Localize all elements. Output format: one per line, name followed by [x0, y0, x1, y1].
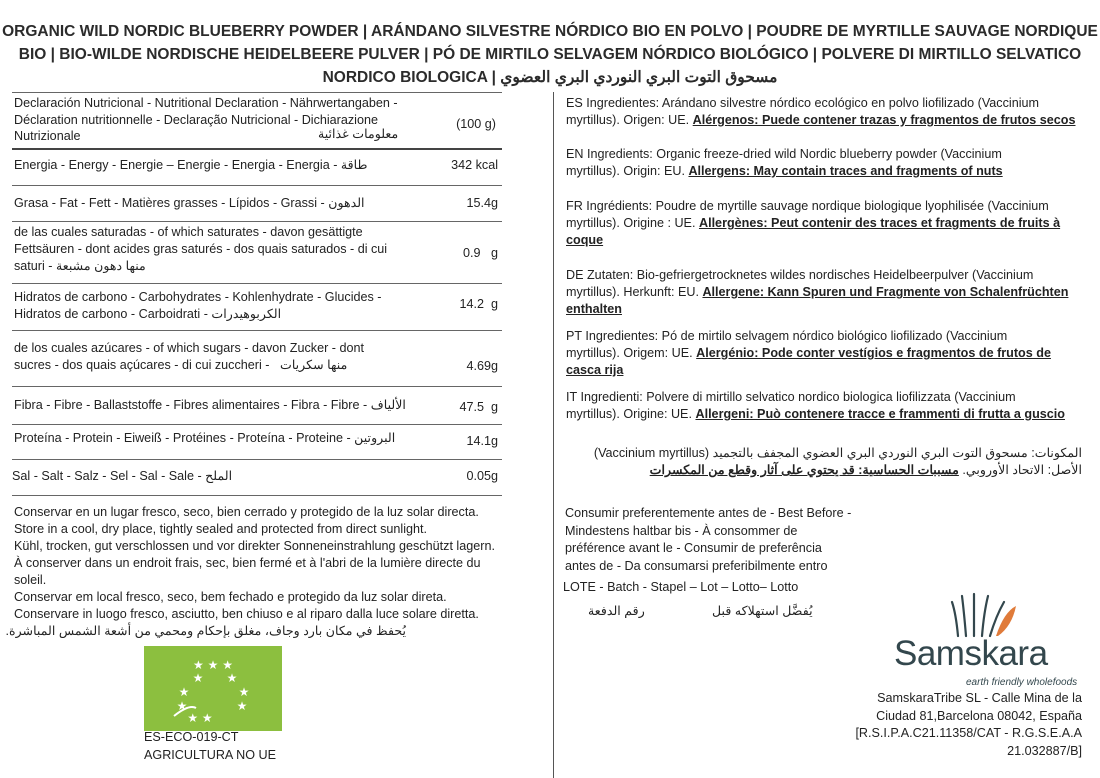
nutrition-per-100g: (100 g) [456, 117, 496, 131]
storage-de: Kühl, trocken, gut verschlossen und vor direkter Sonneneinstrahlung geschützt lagern. [14, 539, 495, 553]
nutrition-row-salt [12, 468, 502, 488]
svg-text:★: ★ [192, 671, 204, 685]
allergen-de: Allergene: Kann Spuren und Fragmente von Schalenfrüchten [702, 285, 1069, 299]
title-line-2: BIO | BIO-WILDE NORDISCHE HEIDELBEERE PULVER | PÓ DE MIRTILO SELVAGEM NÓRDICO BIOLÓGICO | POLVERE DI MIRTILLO SELVATICO [18, 46, 1082, 63]
allergen-es: Alérgenos: Puede contener trazas y fragmentos de frutos secos [692, 113, 1076, 127]
leaf-fan-icon [948, 592, 1020, 638]
saturates-label-1: de las cuales saturadas - of which saturates - davon gesättigte [14, 225, 363, 239]
best-before-line-3: préférence avant le - Consumir de preferência [565, 541, 822, 555]
ingredients-ar-line-2: الأصل: الاتحاد الأوروبي. [958, 463, 1082, 477]
row-rule [12, 424, 502, 425]
table-header-rule [12, 148, 502, 150]
sugars-value: 4.69g [466, 359, 498, 373]
ingredients-de-line-1: DE Zutaten: Bio-gefriergetrocknetes wildes nordisches Heidelbeerpulver (Vaccinium [566, 268, 1034, 282]
allergen-fr-cont: coque [566, 233, 604, 247]
batch-label: LOTE - Batch - Stapel – Lot – Lotto– Lotto [563, 580, 799, 594]
best-before-line-1: Consumir preferentemente antes de - Best Before - [565, 506, 852, 520]
ingredients-en-line-1: EN Ingredients: Organic freeze-dried wild Nordic blueberry powder (Vaccinium [566, 147, 1002, 161]
allergen-ar: مسببات الحساسية: قد يحتوي على آثار وقطع من المكسرات [649, 463, 959, 477]
company-address [840, 690, 1082, 760]
salt-value: 0.05g [466, 469, 498, 483]
eu-organic-logo [144, 646, 282, 731]
carbs-label-2: Hidratos de carbono - Carboidrati - الكربوهيدرات [14, 307, 282, 321]
row-rule [12, 283, 502, 284]
nutrition-row-saturates [12, 224, 502, 280]
nutrition-row-sugars [12, 340, 502, 376]
ingredients-de [566, 267, 1086, 318]
row-rule [12, 386, 502, 387]
row-rule [12, 185, 502, 186]
column-divider [553, 92, 554, 778]
allergen-pt-cont: casca rija [566, 363, 624, 377]
storage-instructions [5, 504, 544, 640]
table-bottom-rule [12, 495, 502, 496]
nutrition-header-line-3: Nutrizionale [14, 129, 81, 143]
sugars-label-1: de los cuales azúcares - of which sugars - davon Zucker - dont [14, 341, 364, 355]
ingredients-es-line-2: myrtillus). Origen: UE. [566, 113, 693, 127]
ingredients-it [566, 389, 1086, 423]
protein-label: Proteína - Protein - Eiweiß - Protéines - Proteína - Proteine - البروتين [14, 431, 396, 445]
saturates-label-3: saturi - منها دهون مشبعة [14, 259, 146, 273]
storage-fr-2: soleil. [14, 573, 47, 587]
eu-leaf-icon [144, 646, 282, 731]
storage-pt: Conservar em local fresco, seco, bem fechado e protegido da luz solar direta. [14, 590, 447, 604]
product-title [0, 20, 1100, 89]
nutrition-row-protein [12, 430, 502, 450]
nutrition-row-carbs [12, 289, 502, 325]
ingredients-fr-line-2: myrtillus). Origine : UE. [566, 216, 699, 230]
saturates-label-2: Fettsäuren - dont acides gras saturés - dos quais saturados - di cui [14, 242, 388, 256]
storage-es: Conservar en un lugar fresco, seco, bien cerrado y protegido de la luz solar directa. [14, 505, 479, 519]
batch-label-ar: رقم الدفعة [588, 604, 645, 618]
energy-value: 342 kcal [451, 158, 498, 172]
title-line-3 [0, 66, 1100, 89]
svg-text:★ ★: ★ ★ [187, 711, 213, 725]
ingredients-ar-line-1: المكونات: مسحوق التوت البري النوردي البري العضوي المجفف بالتجميد (Vaccinium myrtillus) [593, 446, 1082, 460]
ingredients-pt-line-2: myrtillus). Origem: UE. [566, 346, 697, 360]
svg-text:★: ★ [236, 699, 248, 713]
protein-value: 14.1g [466, 434, 498, 448]
ingredients-pt-line-1: PT Ingredientes: Pó de mirtilo selvagem nórdico biológico liofilizado (Vaccinium [566, 329, 1008, 343]
svg-text:★: ★ [226, 671, 238, 685]
address-line-1: SamskaraTribe SL - Calle Mina de la [877, 691, 1082, 705]
address-line-3: [R.S.I.P.A.C21.11358/CAT - R.G.S.E.A.A [855, 726, 1082, 740]
title-line-3-arabic: مسحوق التوت البري النوردي البري العضوي [500, 69, 778, 86]
brand-name: Samskara [894, 634, 1048, 673]
allergen-de-cont: enthalten [566, 302, 622, 316]
carbs-value: 14.2 g [459, 297, 498, 311]
allergen-pt: Alergénio: Pode conter vestígios e fragmentos de frutos de [696, 346, 1051, 360]
salt-label: Sal - Salt - Salz - Sel - Sal - Sale - الملح [12, 469, 233, 483]
ingredients-it-line-2: myrtillus). Origine: UE. [566, 407, 696, 421]
svg-text:★: ★ [238, 685, 250, 699]
fat-label: Grasa - Fat - Fett - Matières grasses - Lípidos - Grassi - الدهون [14, 196, 365, 210]
nutrition-header-line-1: Declaración Nutricional - Nutritional Declaration - Nährwertangaben - [14, 96, 398, 110]
eco-certification [144, 728, 276, 764]
allergen-it: Allergeni: Può contenere tracce e frammenti di frutta a guscio [695, 407, 1065, 421]
storage-it: Conservare in luogo fresco, asciutto, ben chiuso e al riparo dalla luce solare diretta. [14, 607, 479, 621]
ingredients-it-line-1: IT Ingredienti: Polvere di mirtillo selvatico nordico biologica liofilizzata (Vaccinium [566, 390, 1016, 404]
storage-ar: يُحفظ في مكان بارد وجاف، مغلق بإحكام ومحمي من أشعة الشمس المباشرة. [5, 624, 406, 638]
svg-text:★: ★ [176, 699, 188, 713]
ingredients-pt [566, 328, 1086, 379]
nutrition-header-arabic: معلومات غذائية [318, 127, 399, 141]
svg-text:★: ★ [178, 685, 190, 699]
best-before-line-4: antes de - Da consumarsi preferibilmente entro [565, 558, 828, 573]
eco-code: ES-ECO-019-CT [144, 730, 239, 744]
ingredients-en-line-2: myrtillus). Origin: EU. [566, 164, 689, 178]
best-before-ar: يُفضَّل استهلاكه قبل [712, 604, 813, 618]
ingredients-fr [566, 198, 1086, 249]
storage-fr-1: À conserver dans un endroit frais, sec, bien fermé et à l'abri de la lumière directe du [14, 556, 481, 570]
nutrition-header [12, 95, 502, 145]
row-rule [12, 459, 502, 460]
fibre-label: Fibra - Fibre - Ballaststoffe - Fibres alimentaires - Fibra - Fibre - الألياف [14, 398, 406, 412]
nutrition-row-energy [12, 157, 502, 177]
address-line-2: Ciudad 81,Barcelona 08042, España [876, 708, 1082, 723]
table-top-rule [12, 92, 502, 93]
ingredients-es-line-1: ES Ingredientes: Arándano silvestre nórdico ecológico en polvo liofilizado (Vaccinium [566, 96, 1039, 110]
ingredients-ar [560, 445, 1082, 479]
ingredients-de-line-2: myrtillus). Herkunft: EU. [566, 285, 703, 299]
storage-en: Store in a cool, dry place, tightly sealed and protected from direct sunlight. [14, 522, 428, 536]
allergen-en: Allergens: May contain traces and fragments of nuts [688, 164, 1003, 178]
nutrition-header-line-2: Déclaration nutritionnelle - Declaração Nutricional - Dichiarazione [14, 113, 378, 127]
ingredients-es [566, 95, 1086, 129]
ingredients-fr-line-1: FR Ingrédients: Poudre de myrtille sauvage nordique biologique lyophilisée (Vaccinium [566, 199, 1049, 213]
sugars-label-2: sucres - dos quais açúcares - di cui zuccheri - منها سكريات [14, 358, 348, 372]
nutrition-row-fat [12, 195, 502, 215]
fat-value: 15.4g [466, 196, 498, 210]
row-rule [12, 221, 502, 222]
best-before-line-2: Mindestens haltbar bis - À consommer de [565, 523, 798, 538]
carbs-label-1: Hidratos de carbono - Carbohydrates - Kohlenhydrate - Glucides - [14, 290, 382, 304]
fibre-value: 47.5 g [459, 400, 498, 414]
best-before [565, 505, 865, 575]
samskara-logo-icon [948, 592, 1020, 638]
energy-label: Energia - Energy - Energie – Energie - Energia - Energia - طاقة [14, 158, 368, 172]
svg-text:★ ★ ★: ★ ★ ★ [193, 658, 233, 672]
title-line-1: ORGANIC WILD NORDIC BLUEBERRY POWDER | ARÁNDANO SILVESTRE NÓRDICO BIO EN POLVO | POUDRE DE MYRTILLE SAUVAGE NORDIQUE [2, 23, 1098, 40]
eco-origin: AGRICULTURA NO UE [144, 748, 277, 762]
brand-tagline: earth friendly wholefoods [966, 677, 1078, 688]
saturates-value: 0.9 g [462, 246, 498, 260]
address-line-4: 21.032887/B] [1007, 743, 1082, 758]
ingredients-en [566, 146, 1086, 180]
row-rule [12, 330, 502, 331]
title-line-3-latin: NORDICO BIOLOGICA | [322, 69, 496, 86]
nutrition-row-fibre [12, 397, 502, 417]
allergen-fr: Allergènes: Peut contenir des traces et fragments de fruits à [698, 216, 1061, 230]
